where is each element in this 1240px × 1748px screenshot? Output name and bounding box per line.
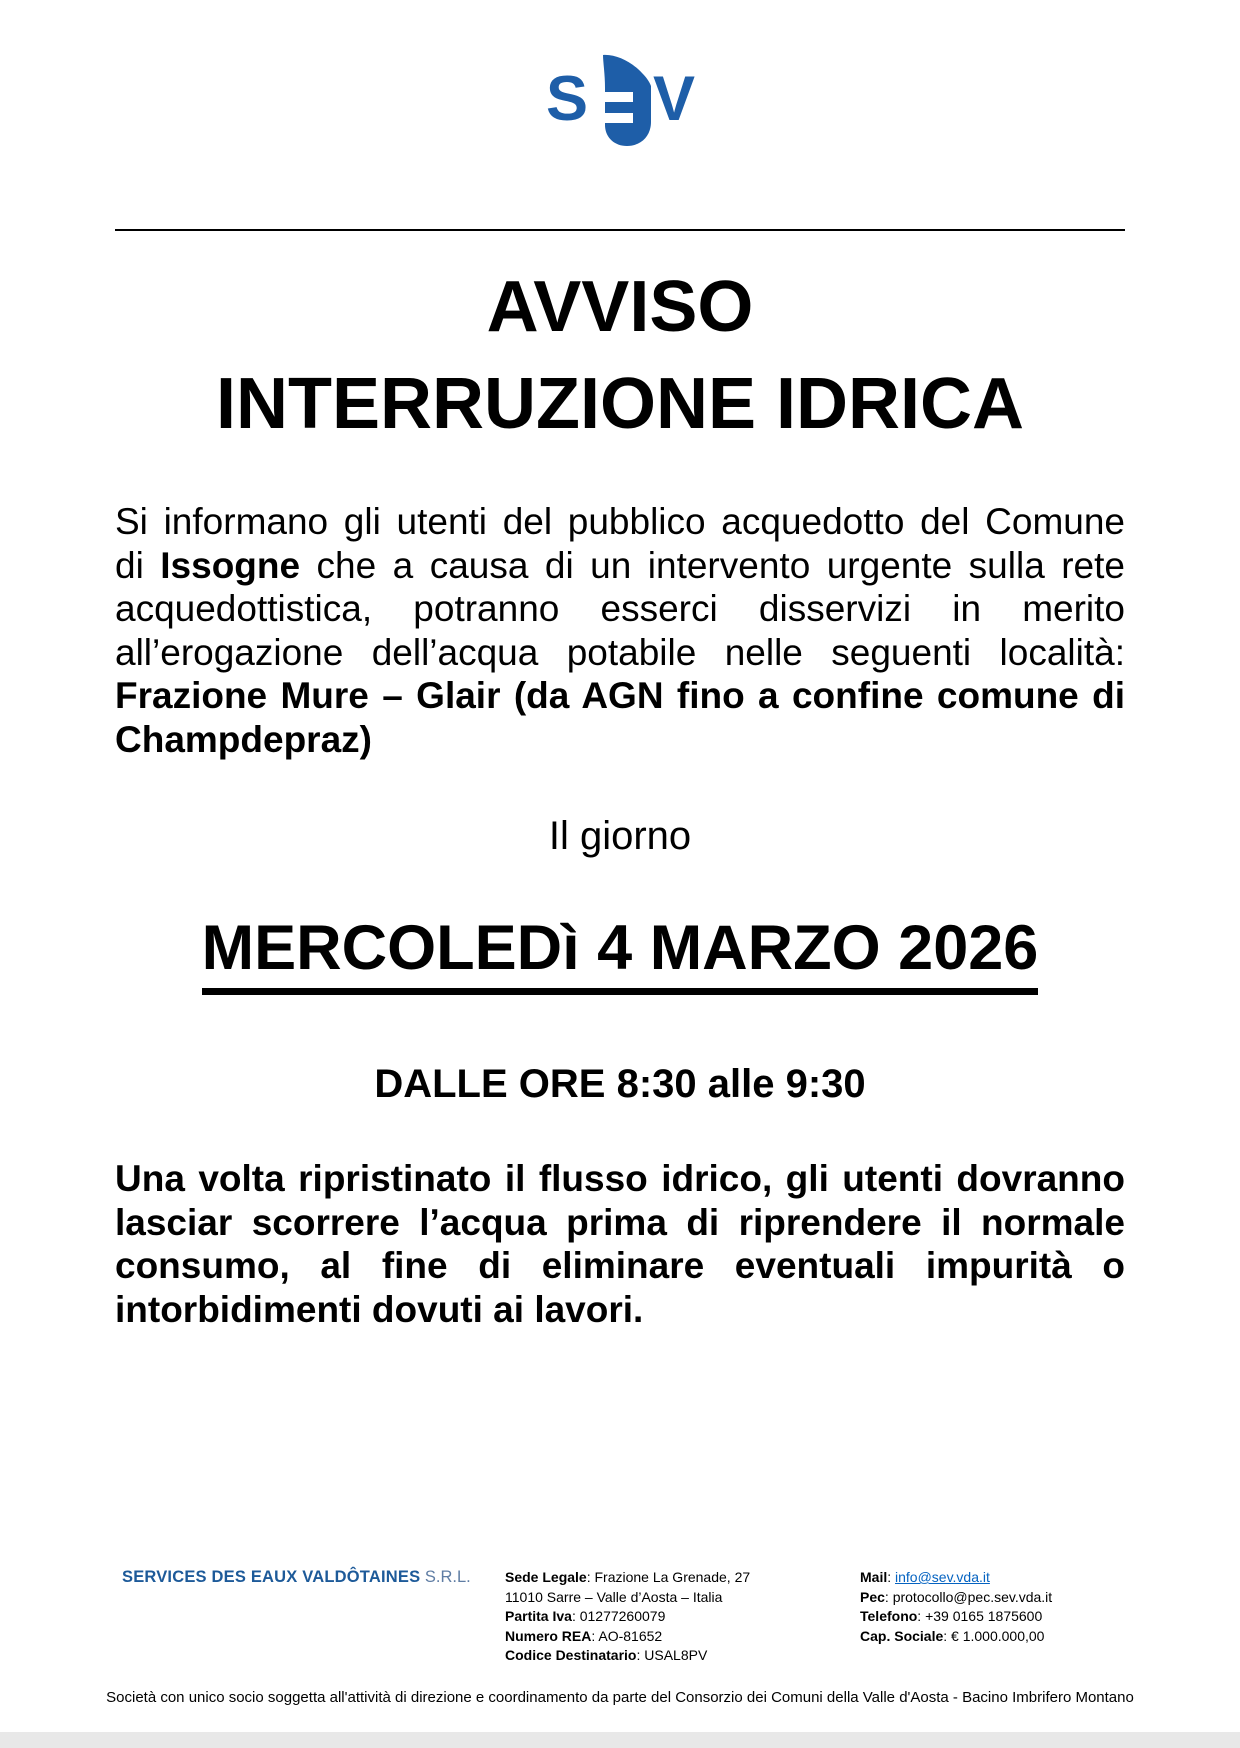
sev-logo [0, 52, 1240, 147]
text-line [860, 1627, 1145, 1647]
text-segment: : USAL8PV [636, 1647, 708, 1663]
text-segment: Cap. Sociale [860, 1627, 944, 1644]
company-name: SERVICES DES EAUX VALDÔTAINES [122, 1568, 421, 1586]
text-line [115, 674, 1125, 718]
text-segment: Pec [860, 1588, 885, 1605]
text-line [505, 1607, 860, 1627]
text-segment: Numero REA [505, 1627, 592, 1644]
text-segment: intorbidimenti dovuti ai lavori. [115, 1288, 644, 1330]
page-bottom-bar [0, 1732, 1240, 1748]
mail-link[interactable]: info@sev.vda.it [895, 1569, 990, 1585]
company-suffix: S.R.L. [420, 1568, 471, 1586]
text-segment: Partita Iva [505, 1608, 572, 1624]
text-segment: : 01277260079 [571, 1608, 666, 1624]
logo-letter-v: V [653, 64, 695, 134]
text-segment: : [887, 1569, 896, 1585]
text-line [115, 1288, 1125, 1332]
text-segment: lasciar scorrere l’acqua prima di riprendere il normale [115, 1201, 1125, 1243]
text-segment: che a causa di un intervento urgente sulla rete [300, 544, 1125, 586]
logo-letter-s: S [545, 64, 587, 134]
text-segment: Telefono [860, 1608, 918, 1624]
page-body [0, 229, 1240, 1331]
text-line [505, 1588, 860, 1608]
text-segment: 11010 Sarre – Valle d’Aosta – Italia [505, 1588, 723, 1605]
notice-title-line2: INTERRUZIONE IDRICA [216, 364, 1024, 444]
footer-company-column [115, 1568, 505, 1588]
notice-title [115, 259, 1125, 453]
text-line [115, 631, 1125, 675]
text-line [115, 500, 1125, 544]
text-line [860, 1607, 1145, 1627]
text-segment: Frazione Mure – Glair (da AGN fino a confine comune di [115, 675, 1125, 716]
text-segment: Sede Legale [505, 1569, 587, 1585]
text-segment: : protocollo@pec.sev.vda.it [884, 1588, 1053, 1605]
text-line [115, 1157, 1125, 1201]
text-line [860, 1588, 1145, 1608]
text-line [115, 718, 1125, 762]
text-segment: Si informano gli utenti del pubblico acquedotto del Comune [115, 501, 1125, 542]
text-segment: Champdepraz) [115, 718, 372, 760]
interruption-date-row [115, 915, 1125, 995]
interruption-time: DALLE ORE 8:30 alle 9:30 [374, 1062, 866, 1107]
text-segment: Una volta ripristinato il flusso idrico, gli utenti dovranno [115, 1158, 1125, 1200]
text-segment: Codice Destinatario [505, 1647, 637, 1663]
interruption-date: MERCOLEDì 4 MARZO 2026 [202, 915, 1039, 995]
header-divider [115, 229, 1125, 231]
text-line [505, 1568, 860, 1588]
text-segment: consumo, al fine di eliminare eventuali impurità o [115, 1245, 1125, 1287]
text-segment: acquedottistica, potranno esserci disservizi in merito [115, 588, 1125, 629]
text-segment: di [115, 544, 161, 586]
text-segment: : Frazione La Grenade, 27 [586, 1569, 751, 1585]
text-segment: : +39 0165 1875600 [917, 1608, 1043, 1624]
footer-disclaimer: Società con unico socio soggetta all'attività di direzione e coordinamento da parte del Consorzio dei Comuni della Valle d'Aosta - Bacino Imbrifero Montano [106, 1689, 1134, 1706]
water-drop-e-icon [589, 54, 651, 146]
text-line [115, 1244, 1125, 1288]
text-line [115, 1201, 1125, 1245]
text-segment: : AO-81652 [591, 1627, 663, 1644]
footer [115, 1568, 1145, 1666]
text-line [505, 1627, 860, 1647]
notice-paragraph [115, 1157, 1125, 1331]
intro-paragraph [115, 500, 1125, 761]
text-line [505, 1646, 860, 1666]
footer-contacts-column [860, 1568, 1145, 1646]
text-segment: Issogne [160, 544, 301, 586]
notice-title-line1: AVVISO [486, 267, 754, 347]
text-segment: : € 1.000.000,00 [943, 1627, 1045, 1644]
text-line [115, 544, 1125, 588]
text-segment: all’erogazione dell’acqua potabile nelle seguenti località: [115, 631, 1125, 673]
text-line [860, 1568, 1145, 1588]
text-line [115, 587, 1125, 631]
il-giorno-label: Il giorno [548, 814, 692, 858]
text-segment: Mail [860, 1569, 888, 1585]
footer-legal-column [505, 1568, 860, 1666]
